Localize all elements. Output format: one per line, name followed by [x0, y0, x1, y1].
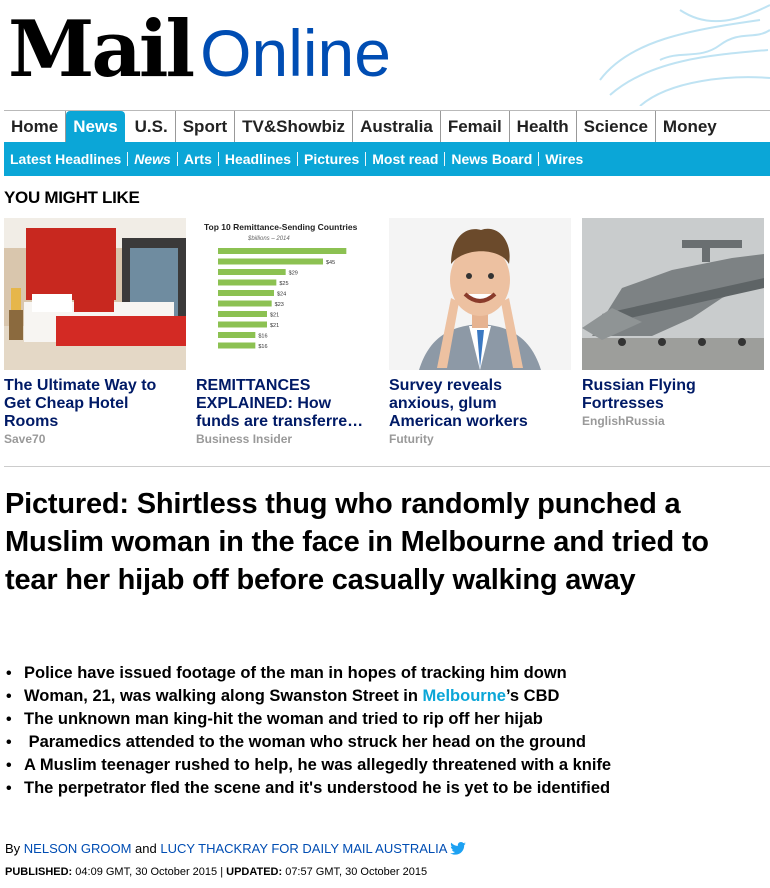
chart-subtitle: $billions – 2014 — [248, 236, 290, 242]
article-headline: Pictured: Shirtless thug who randomly punched a Muslim woman in the face in Melbourne and tried to tear her hijab off before casually walking away — [5, 488, 709, 596]
author-link[interactable]: NELSON GROOM — [23, 841, 132, 856]
chart-bar — [218, 290, 274, 296]
logo-mail: Mail — [8, 4, 193, 95]
chart-bar-label: $45 — [326, 260, 336, 266]
decorative-swirl-icon — [570, 0, 770, 106]
nav-sport[interactable]: Sport — [176, 111, 235, 143]
published-value: 04:09 GMT, 30 October 2015 | — [72, 866, 227, 878]
sub-nav — [4, 142, 770, 176]
chart-bar-label: $29 — [288, 270, 298, 277]
bullet-text: A Muslim teenager rushed to help, he was allegedly threatened with a knife — [24, 756, 612, 774]
byline — [5, 841, 466, 856]
recommendation-card[interactable] — [4, 218, 186, 446]
smiling-man-image[interactable] — [389, 218, 571, 370]
recommendation-card[interactable] — [582, 218, 764, 428]
chart-bar — [218, 322, 267, 328]
recommendation-card[interactable] — [389, 218, 571, 446]
chart-bar-label: $24 — [277, 291, 287, 298]
recommendation-source: Futurity — [389, 432, 434, 446]
bullet-dot: • — [6, 711, 12, 728]
site-logo[interactable] — [8, 2, 391, 101]
nav-science[interactable]: Science — [577, 111, 656, 143]
bullet-text: Woman, 21, was walking along Swanston Street in — [24, 687, 423, 705]
subnav-news[interactable]: News — [128, 152, 178, 166]
subnav-most-read[interactable]: Most read — [366, 152, 445, 166]
section-divider — [4, 466, 770, 467]
summary-bullet — [6, 708, 766, 731]
chart-bars — [218, 248, 346, 350]
recommendation-title[interactable]: The Ultimate Way to Get Cheap Hotel Rooms — [4, 377, 157, 430]
nav-femail[interactable]: Femail — [441, 111, 510, 143]
chart-bar — [218, 301, 272, 307]
chart-bar-label: $16 — [258, 344, 268, 350]
updated-label: UPDATED: — [226, 866, 283, 878]
byline-and: and — [131, 841, 161, 856]
nav-tvshowbiz[interactable]: TV&Showbiz — [235, 111, 353, 143]
chart-bar — [218, 311, 267, 317]
nav-us[interactable]: U.S. — [128, 111, 176, 143]
bullet-text: ’s CBD — [505, 687, 560, 705]
subnav-wires[interactable]: Wires — [545, 151, 584, 167]
byline-prefix: By — [5, 841, 24, 856]
subnav-pictures[interactable]: Pictures — [298, 152, 366, 166]
bullet-text: Police have issued footage of the man in hopes of tracking him down — [24, 664, 567, 682]
logo-online: Online — [200, 16, 391, 90]
recommendation-source: EnglishRussia — [582, 414, 665, 428]
nav-money[interactable]: Money — [662, 116, 717, 136]
article-summary-bullets — [6, 662, 766, 800]
chart-bar-label: $21 — [270, 323, 280, 329]
subnav-headlines[interactable]: Headlines — [219, 152, 298, 166]
summary-bullet — [6, 731, 766, 754]
bullet-dot: • — [6, 665, 12, 682]
hotel-room-image[interactable] — [4, 218, 186, 370]
chart-bar — [218, 248, 346, 254]
twitter-icon[interactable] — [450, 842, 466, 855]
bullet-dot: • — [6, 780, 12, 797]
chart-bar — [218, 332, 255, 338]
updated-value: 07:57 GMT, 30 October 2015 — [282, 866, 428, 878]
chart-bar-label: $16 — [258, 333, 268, 340]
bullet-text: The perpetrator fled the scene and it's understood he is yet to be identified — [24, 779, 611, 797]
recommendation-title[interactable]: Russian Flying Fortresses — [582, 377, 696, 412]
nav-australia[interactable]: Australia — [353, 111, 441, 143]
chart-title: Top 10 Remittance-Sending Countries — [204, 222, 358, 232]
recommendation-source: Save70 — [4, 432, 46, 446]
recommendation-card[interactable] — [196, 218, 378, 446]
recommendation-title[interactable]: Survey reveals anxious, glum American workers — [389, 377, 528, 430]
bullet-dot: • — [6, 734, 12, 751]
chart-bar — [218, 343, 255, 349]
main-nav — [4, 110, 770, 142]
chart-bar — [218, 269, 286, 275]
published-label: PUBLISHED: — [5, 866, 73, 878]
author-link[interactable]: LUCY THACKRAY FOR DAILY MAIL AUSTRALIA — [160, 841, 448, 856]
chart-bar-label: $25 — [279, 281, 289, 287]
chart-bar — [218, 259, 323, 265]
summary-bullet — [6, 685, 766, 708]
subnav-latest-headlines[interactable]: Latest Headlines — [4, 152, 128, 166]
bullet-dot: • — [6, 757, 12, 774]
masthead — [0, 0, 770, 106]
publish-timestamps — [5, 866, 427, 878]
chart-bar-label: $23 — [274, 302, 284, 308]
melbourne-link[interactable]: Melbourne — [422, 687, 506, 705]
chart-bar — [218, 280, 276, 286]
nav-news[interactable]: News — [66, 111, 124, 143]
flying-fortress-image[interactable] — [582, 218, 764, 370]
recommendation-title[interactable]: REMITTANCES EXPLAINED: How funds are transferre… — [196, 377, 364, 430]
nav-home[interactable]: Home — [4, 111, 66, 143]
nav-health[interactable]: Health — [510, 111, 577, 143]
subnav-news-board[interactable]: News Board — [445, 152, 539, 166]
bullet-text: Paramedics attended to the woman who struck her head on the ground — [24, 733, 586, 751]
chart-bar-label: $21 — [270, 312, 280, 319]
summary-bullet — [6, 754, 766, 777]
bullet-dot: • — [6, 688, 12, 705]
recommendation-source: Business Insider — [196, 432, 293, 446]
bullet-text: The unknown man king-hit the woman and tried to rip off her hijab — [24, 710, 543, 728]
you-might-like-heading: YOU MIGHT LIKE — [4, 188, 140, 207]
subnav-arts[interactable]: Arts — [178, 152, 219, 166]
summary-bullet — [6, 777, 766, 800]
remittance-chart-image[interactable] — [196, 218, 378, 370]
summary-bullet — [6, 662, 766, 685]
